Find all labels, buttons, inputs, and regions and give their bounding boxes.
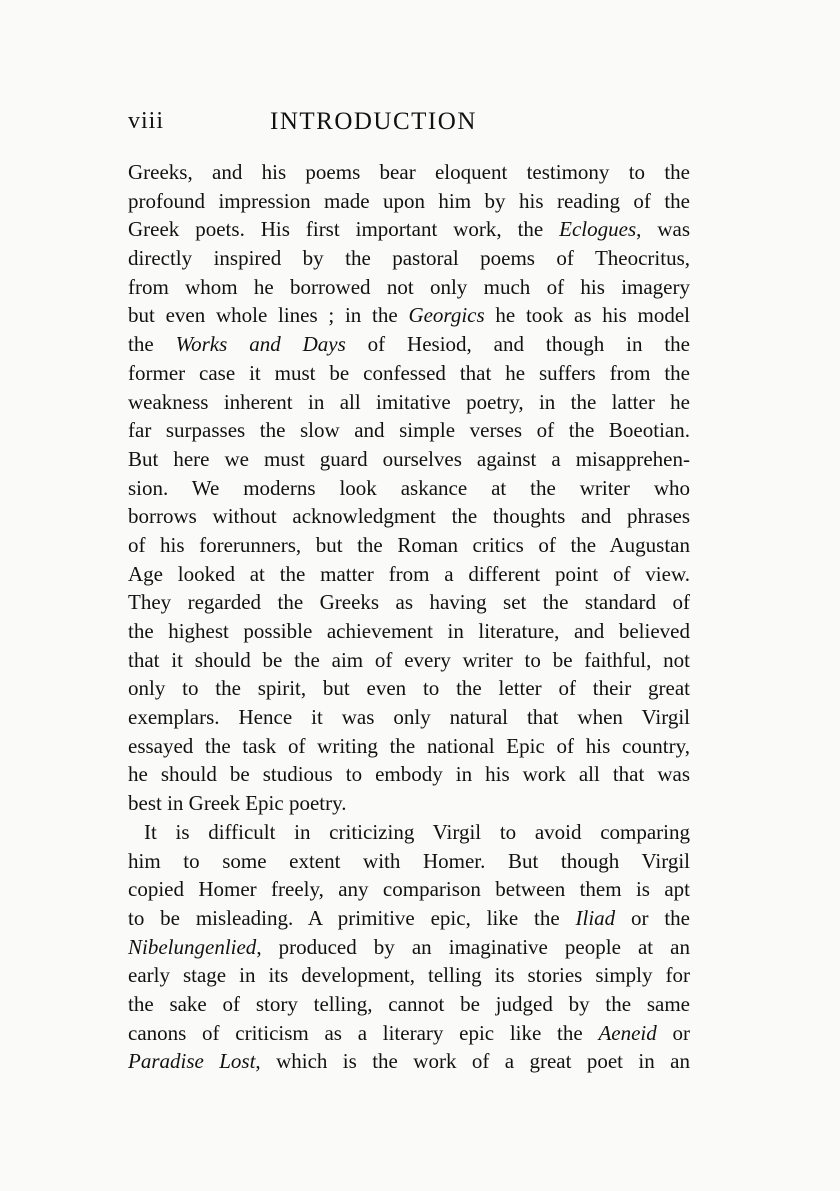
text-run: essayed the task of writing the national Epic of his country, <box>128 733 690 758</box>
text-line <box>128 961 690 990</box>
text-run: far surpasses the slow and simple verses of the Boeotian. <box>128 418 690 443</box>
text-run: him to some extent with Homer. But though Virgil <box>128 848 690 873</box>
text-run: the highest possible achievement in literature, and believed <box>128 619 690 643</box>
italic-title: Iliad <box>575 905 616 930</box>
text-line <box>128 416 690 445</box>
text-line <box>128 646 690 675</box>
text-line <box>128 273 690 302</box>
text-line <box>128 703 690 732</box>
text-line <box>128 158 690 187</box>
text-run: but even whole lines ; in the <box>128 303 409 328</box>
running-title: INTRODUCTION <box>270 108 477 135</box>
text-line <box>128 1019 690 1048</box>
text-line <box>128 388 690 417</box>
text-run: directly inspired by the pastoral poems of Theocritus, <box>128 246 690 271</box>
text-run: the sake of story telling, cannot be judged by the same <box>128 991 690 1016</box>
text-line <box>128 847 690 876</box>
text-line <box>128 933 690 962</box>
italic-title: Eclogues <box>559 217 637 242</box>
text-run: weakness inherent in all imitative poetry, in the latter he <box>128 389 690 414</box>
text-run: to be misleading. A primitive epic, like the <box>128 905 576 930</box>
body-text <box>128 158 690 1076</box>
text-run: Age looked at the matter from a different point of view. <box>128 561 690 586</box>
text-line <box>128 732 690 761</box>
text-line <box>128 502 690 531</box>
italic-title: Paradise Lost <box>128 1049 256 1074</box>
text-run: borrows without acknowledgment the thoughts and phrases <box>128 504 690 529</box>
text-line <box>128 617 690 646</box>
text-run: of his forerunners, but the Roman critics of the Augustan <box>128 532 690 557</box>
text-run: he took as his model <box>484 303 690 328</box>
text-line <box>128 674 690 703</box>
text-run: or the <box>615 905 691 930</box>
text-line <box>128 301 690 330</box>
text-run: It is difficult in criticizing Virgil to avoid comparing <box>144 819 690 844</box>
text-run: exemplars. Hence it was only natural that when Virgil <box>128 705 690 730</box>
text-run: copied Homer freely, any comparison between them is apt <box>128 877 690 902</box>
text-run: , which is the work of a great poet in an <box>255 1049 690 1074</box>
italic-title: Aeneid <box>598 1020 657 1045</box>
text-line <box>128 244 690 273</box>
text-run: of Hesiod, and though in the <box>345 332 691 357</box>
text-run: , was <box>636 217 690 242</box>
text-line <box>128 875 690 904</box>
text-run: sion. We moderns look askance at the writer who <box>128 475 690 500</box>
text-run: from whom he borrowed not only much of his imagery <box>128 274 690 299</box>
text-line <box>128 789 690 818</box>
text-run: he should be studious to embody in his work all that was <box>128 762 690 787</box>
text-run: profound impression made upon him by his reading of the <box>128 188 690 213</box>
italic-title: Works and Days <box>175 332 346 357</box>
text-run: best in Greek Epic poetry. <box>128 791 347 816</box>
running-head <box>128 108 698 148</box>
text-line <box>128 760 690 789</box>
page-number: viii <box>128 108 165 134</box>
text-line <box>128 215 690 244</box>
text-run: Greek poets. His first important work, the <box>128 217 560 242</box>
text-line <box>128 330 690 359</box>
text-line <box>128 474 690 503</box>
text-run: or <box>656 1020 690 1045</box>
text-line <box>128 904 690 933</box>
text-run: early stage in its development, telling its stories simply for <box>128 963 690 988</box>
text-run: only to the spirit, but even to the letter of their great <box>128 676 690 701</box>
text-run: They regarded the Greeks as having set the standard of <box>128 590 690 615</box>
text-run: former case it must be confessed that he suffers from the <box>128 360 690 385</box>
text-line <box>128 560 690 589</box>
text-line <box>128 359 690 388</box>
text-run: , produced by an imaginative people at an <box>256 934 690 959</box>
text-line <box>128 1047 690 1076</box>
text-line <box>128 990 690 1019</box>
text-run: that it should be the aim of every writer to be faithful, not <box>128 647 690 672</box>
text-line <box>128 187 690 216</box>
text-line <box>128 588 690 617</box>
italic-title: Georgics <box>408 303 485 328</box>
text-run: Greeks, and his poems bear eloquent testimony to the <box>128 160 690 184</box>
italic-title: Nibelungenlied <box>128 934 257 959</box>
text-line <box>128 445 690 474</box>
text-line <box>128 818 690 847</box>
text-line <box>128 531 690 560</box>
text-run: the <box>128 332 176 357</box>
text-run: But here we must guard ourselves against a misapprehen- <box>128 446 690 471</box>
text-run: canons of criticism as a literary epic like the <box>128 1020 599 1045</box>
